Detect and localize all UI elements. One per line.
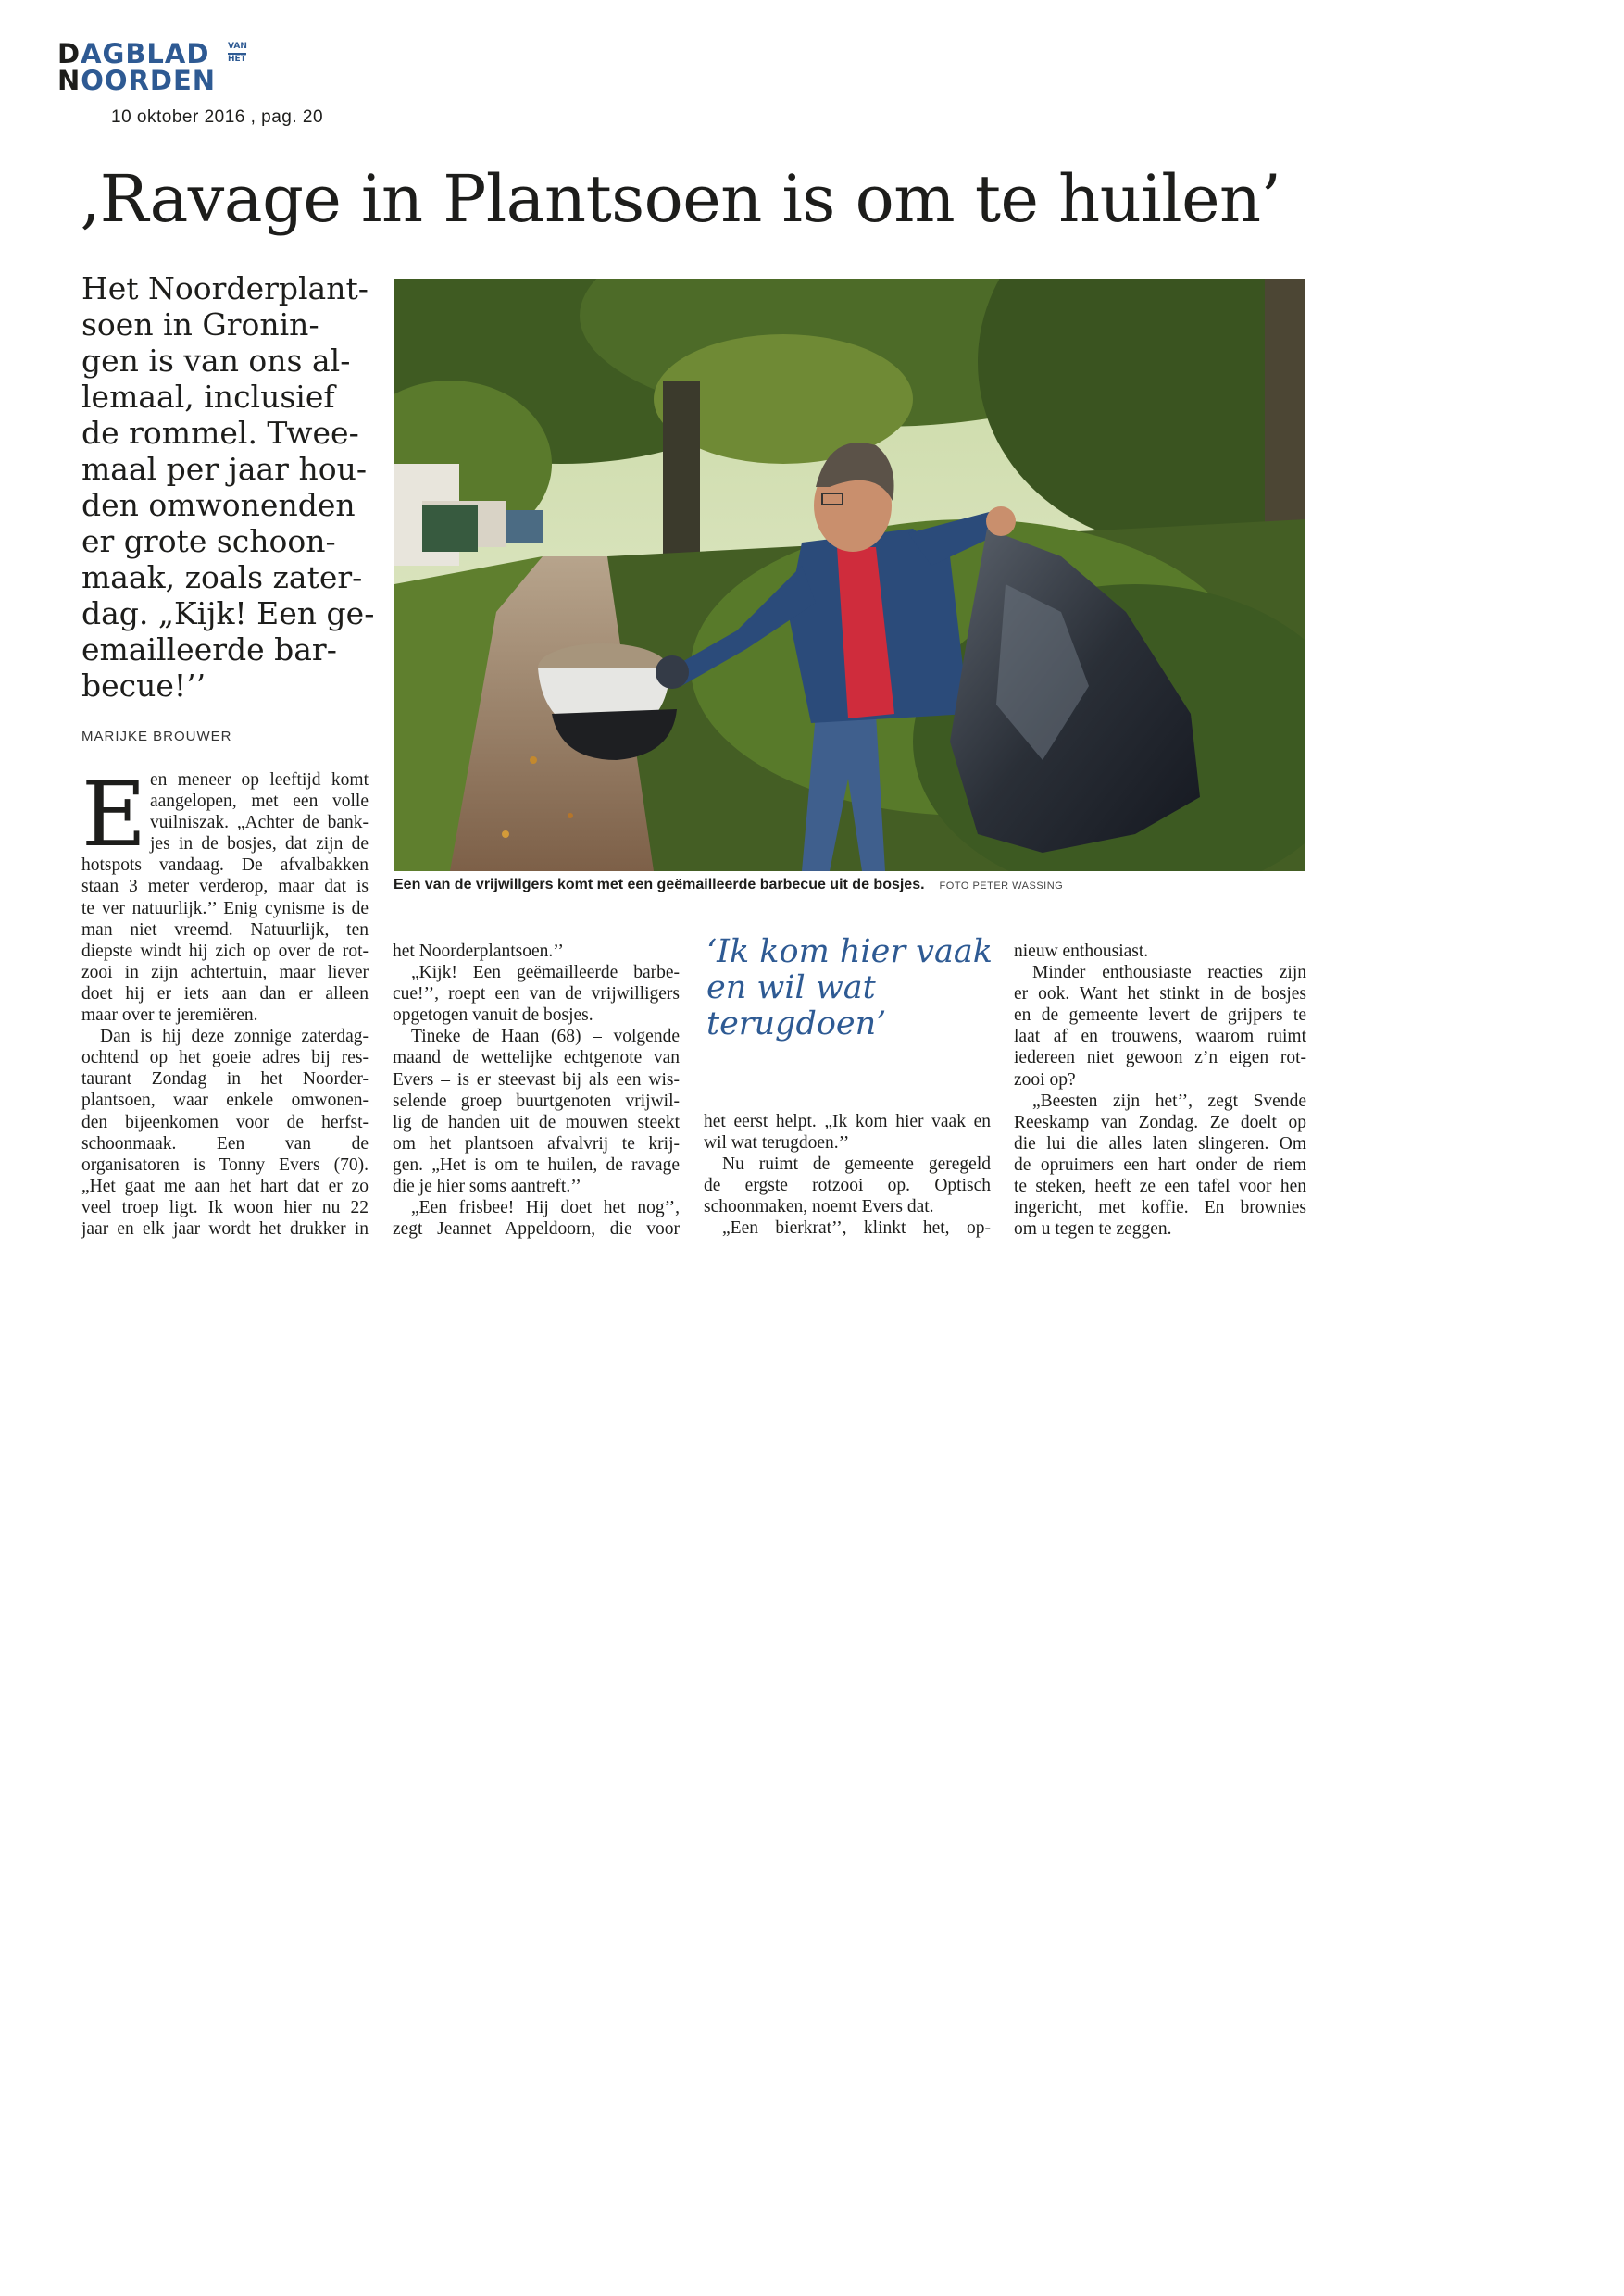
photo-credit: FOTO PETER WASSING xyxy=(939,880,1064,892)
text-line: maar over te jeremiëren. xyxy=(81,1005,258,1026)
text-line: maand de wettelijke echtgenote van xyxy=(393,1048,680,1068)
byline: MARIJKE BROUWER xyxy=(81,729,232,744)
text-line: „Kijk! Een geëmailleerde barbe- xyxy=(411,963,680,983)
headline: ‚Ravage in Plantsoen is om te huilen’ xyxy=(80,161,1281,237)
text-line: en meneer op leeftijd komt xyxy=(150,770,369,790)
pull-quote-line: terugdoen’ xyxy=(706,1005,887,1042)
text-line: schoonmaak. Een van de xyxy=(81,1133,369,1154)
intro-line: de rommel. Twee- xyxy=(81,415,359,451)
text-line: zooi op? xyxy=(1014,1069,1076,1090)
text-line: plantsoen, waar enkele omwonen- xyxy=(81,1091,369,1111)
text-line: Tineke de Haan (68) – volgende xyxy=(411,1027,680,1047)
text-line: veel troep ligt. Ik woon hier nu 22 xyxy=(81,1197,369,1217)
text-line: Minder enthousiaste reacties zijn xyxy=(1032,963,1306,983)
text-line: man niet vreemd. Natuurlijk, ten xyxy=(81,919,369,940)
article-column-2 xyxy=(393,941,680,1240)
text-line: organisatoren is Tonny Evers (70). xyxy=(81,1154,369,1175)
intro-line: dag. „Kijk! Een ge- xyxy=(81,595,375,631)
intro-line: er grote schoon- xyxy=(81,523,336,559)
article-column-1 xyxy=(81,763,369,1240)
text-line: diepste windt hij zich op over de rot- xyxy=(81,941,369,961)
intro-line: emailleerde bar- xyxy=(81,631,337,668)
article-column-4 xyxy=(1014,941,1306,1240)
text-line: het Noorderplantsoen.’’ xyxy=(393,942,564,961)
article-photo xyxy=(394,279,1305,871)
text-line: Nu ruimt de gemeente geregeld xyxy=(722,1154,991,1175)
text-line: die lui die alles laten slingeren. Om xyxy=(1014,1133,1306,1154)
pull-quote-line: en wil wat xyxy=(706,969,876,1006)
pull-quote xyxy=(706,934,1003,1042)
text-line: den bijeenkomen voor de herfst- xyxy=(81,1112,369,1132)
intro-line: becue!’’ xyxy=(81,668,206,704)
text-line: om het plantsoen afvalvrij te krij- xyxy=(393,1133,680,1154)
intro-line: soen in Gronin- xyxy=(81,306,319,343)
drop-cap: E xyxy=(81,763,147,867)
volunteer-photo-illustration xyxy=(394,279,1305,871)
newspaper-logo xyxy=(57,38,280,96)
text-line: selende groep buurtgenoten vrijwil- xyxy=(393,1091,680,1111)
text-line: er ook. Want het stinkt in de bosjes xyxy=(1014,984,1306,1004)
logo-van: VAN xyxy=(228,42,247,51)
text-line: om u tegen te zeggen. xyxy=(1014,1219,1172,1240)
text-line: lig de handen uit de mouwen steekt xyxy=(393,1112,680,1132)
text-line: „Beesten zijn het’’, zegt Svende xyxy=(1032,1091,1306,1111)
text-line: de ergste rotzooi op. Optisch xyxy=(704,1176,991,1196)
text-line: te ver natuurlijk.’’ Enig cynisme is de xyxy=(81,898,369,918)
text-line: hotspots vandaag. De afvalbakken xyxy=(81,855,369,876)
text-line: het eerst helpt. „Ik kom hier vaak en xyxy=(704,1112,991,1131)
text-line: aangelopen, met een volle xyxy=(150,792,369,812)
text-line: zooi in zijn achtertuin, maar liever xyxy=(81,962,369,982)
text-line: Evers – is er steevast bij als een wis- xyxy=(393,1069,680,1090)
text-line: opgetogen vanuit de bosjes. xyxy=(393,1005,593,1026)
text-line: „Een bierkrat’’, klinkt het, op- xyxy=(722,1218,991,1239)
intro-line: lemaal, inclusief xyxy=(81,379,335,415)
photo-caption xyxy=(394,877,1310,893)
text-line: ingericht, met koffie. En brownies xyxy=(1014,1198,1306,1218)
pull-quote-line: ‘Ik kom hier vaak xyxy=(706,933,993,970)
text-line: jaar en elk jaar wordt het drukker in xyxy=(81,1218,369,1239)
text-line: nieuw enthousiast. xyxy=(1014,942,1149,961)
logo-line-1: DAGBLAD xyxy=(57,38,210,69)
text-line: cue!’’, roept een van de vrijwilligers xyxy=(393,984,680,1004)
text-line: te steken, heeft ze een tafel voor hen xyxy=(1014,1177,1306,1197)
intro-line: maak, zoals zater- xyxy=(81,559,363,595)
dateline: 10 oktober 2016 , pag. 20 xyxy=(111,107,324,127)
text-line: staan 3 meter verderop, maar dat is xyxy=(81,877,369,897)
text-line: gen. „Het is om te huilen, de ravage xyxy=(393,1154,680,1175)
text-line: „Een frisbee! Hij doet het nog’’, xyxy=(411,1198,680,1218)
text-line: doet hij er iets aan dan er alleen xyxy=(81,983,369,1004)
text-line: vuilniszak. „Achter de bank- xyxy=(150,813,369,833)
text-line: laat af en trouwens, waarom ruimt xyxy=(1014,1027,1306,1047)
text-line: zegt Jeannet Appeldoorn, die voor xyxy=(393,1219,680,1240)
text-line: ochtend op het goeie adres bij res- xyxy=(81,1048,369,1068)
logo-het: HET xyxy=(228,55,246,64)
intro-line: Het Noorderplant- xyxy=(81,270,369,306)
intro-lead xyxy=(81,270,375,704)
text-line: en de gemeente levert de grijpers te xyxy=(1014,1005,1306,1026)
text-line: iedereen niet gewoon z’n eigen rot- xyxy=(1014,1048,1306,1068)
text-line: schoonmaken, noemt Evers dat. xyxy=(704,1197,934,1217)
text-line: jes in de bosjes, dat zijn de xyxy=(150,834,369,855)
logo-line-2: NOORDEN xyxy=(57,65,217,96)
text-line: wil wat terugdoen.’’ xyxy=(704,1133,850,1154)
text-line: „Het gaat me aan het hart dat er zo xyxy=(81,1176,369,1196)
intro-line: den omwonenden xyxy=(81,487,356,523)
text-line: de opruimers een hart onder de riem xyxy=(1014,1154,1306,1175)
caption-text: Een van de vrijwillgers komt met een geëmailleerde barbecue uit de bosjes. xyxy=(394,877,925,892)
article-column-3 xyxy=(704,1111,991,1240)
intro-line: gen is van ons al- xyxy=(81,343,351,379)
intro-line: maal per jaar hou- xyxy=(81,451,367,487)
text-line: Dan is hij deze zonnige zaterdag- xyxy=(100,1027,369,1047)
text-line: taurant Zondag in het Noorder- xyxy=(81,1069,369,1090)
text-line: Reeskamp van Zondag. Ze doelt op xyxy=(1014,1112,1306,1132)
text-line: die je hier soms aantreft.’’ xyxy=(393,1177,581,1197)
